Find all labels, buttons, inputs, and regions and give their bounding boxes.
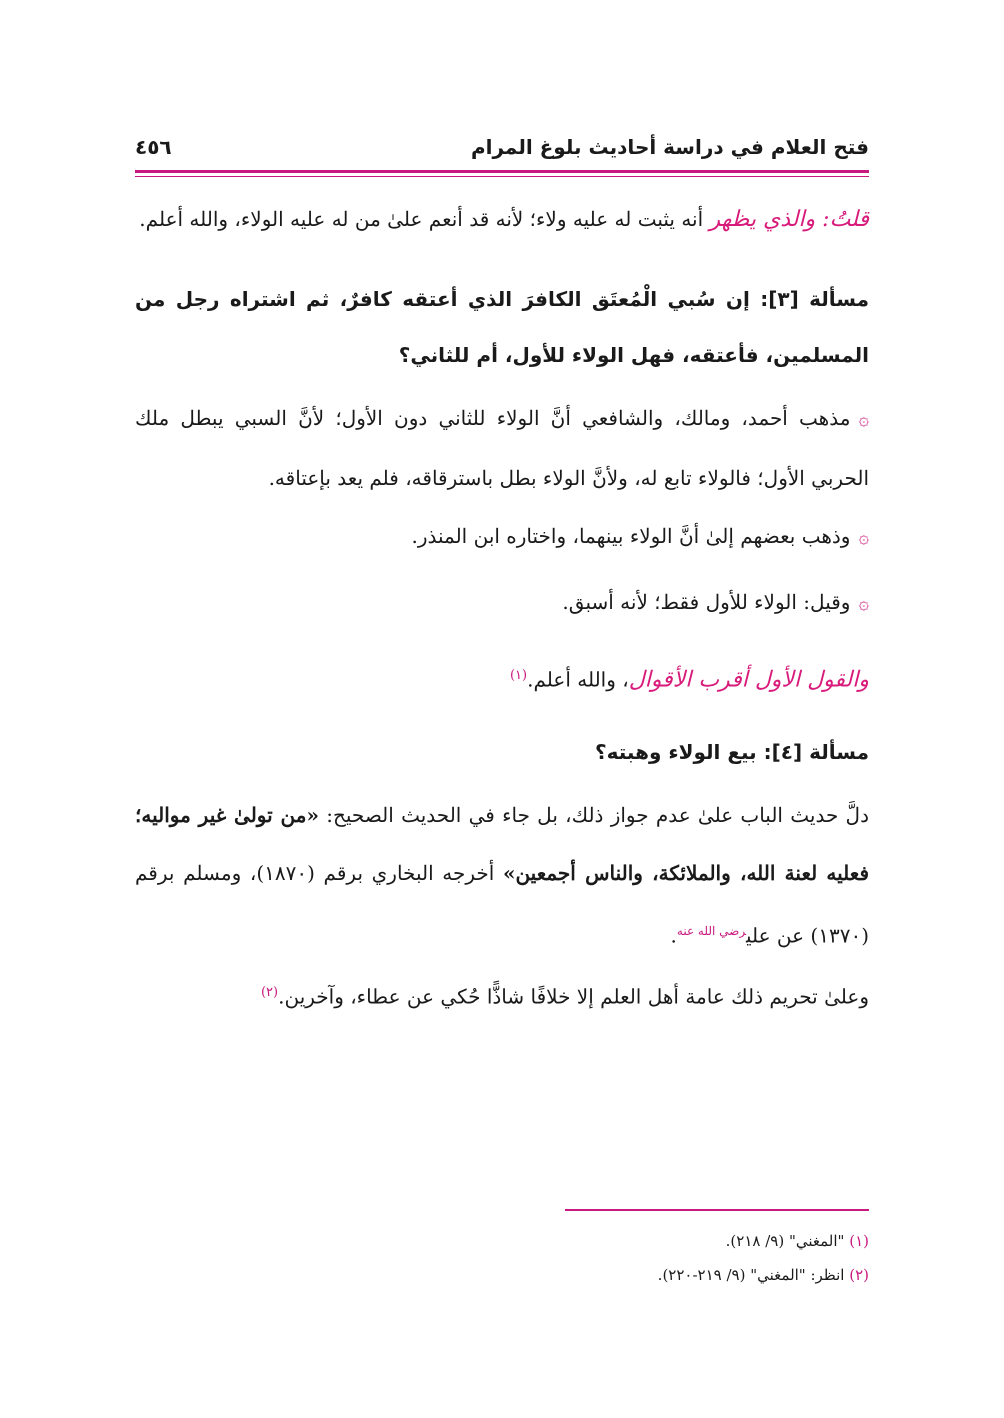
bullet-item-2 [135, 507, 869, 567]
question-3 [135, 271, 869, 383]
footnote-2 [135, 1258, 869, 1292]
header-rule-thick [135, 170, 869, 173]
flower-bullet-icon: ۞ [858, 409, 869, 430]
bullet-3-text: وقيل: الولاء للأول فقط؛ لأنه أسبق. [562, 590, 851, 614]
bullet-1-text: مذهب أحمد، ومالك، والشافعي أنَّ الولاء للثاني دون الأول؛ لأنَّ السبي يبطل ملك الحربي الأول؛ فالولاء تابع له، ولأنَّ الولاء بطل باسترقاقه، فلم يعد بإعتاقه. [135, 406, 869, 490]
consensus-text: وعلىٰ تحريم ذلك عامة أهل العلم إلا خلافًا شاذًّا حُكي عن عطاء، وآخرين. [278, 984, 869, 1009]
hadith-quote: «من تولىٰ غير مواليه؛ فعليه لعنة الله، والملائكة، والناس أجمعين» [135, 802, 870, 885]
opinion-lead: قلتُ: والذي يظهر [709, 207, 869, 232]
bullet-2-text: وذهب بعضهم إلىٰ أنَّ الولاء بينهما، واختاره ابن المنذر. [411, 524, 851, 548]
honorific-ligature: رضي الله عنه [676, 923, 746, 938]
footnote-1 [135, 1224, 869, 1258]
footnotes [135, 1224, 869, 1292]
footnote-1-number: (١) [849, 1232, 869, 1250]
paragraph-consensus [135, 964, 869, 1026]
question-4-label: مسألة [٤]: [763, 739, 869, 764]
paragraph-hadith [135, 786, 869, 965]
opinion-text: أنه يثبت له عليه ولاء؛ لأنه قد أنعم علىٰ من له عليه الولاء، والله أعلم. [139, 207, 710, 231]
conclusion [135, 647, 869, 710]
conclusion-lead: والقول الأول أقرب الأقوال [628, 667, 869, 693]
flower-bullet-icon: ۞ [858, 527, 869, 548]
footnote-separator [565, 1209, 869, 1211]
running-header [135, 128, 869, 166]
main-text [135, 190, 869, 1026]
page-number: ٤٥٦ [135, 135, 172, 159]
hadith-intro: دلَّ حديث الباب علىٰ عدم جواز ذلك، بل جاء في الحديث الصحيح: [319, 802, 869, 827]
book-title: فتح العلام في دراسة أحاديث بلوغ المرام [470, 135, 869, 159]
flower-bullet-icon: ۞ [858, 593, 869, 614]
question-3-text: إن سُبي الْمُعتَق الكافرَ الذي أعتقه كافرٌ، ثم اشتراه رجل من المسلمين، فأعتقه، فهل الولاء للأول، أم للثاني؟ [135, 287, 869, 367]
hadith-source: أخرجه البخاري برقم (١٨٧٠)، ومسلم برقم (١٣٧٠) عن علي [135, 860, 869, 948]
footnote-ref-1: (١) [509, 668, 528, 683]
conclusion-text: ، والله أعلم. [527, 667, 629, 692]
footnote-2-text: انظر: "المغني" (٩/ ٢١٩-٢٢٠). [657, 1266, 850, 1284]
bullet-item-1 [135, 389, 869, 507]
paragraph-opinion [135, 190, 869, 249]
footnote-ref-2: (٢) [260, 985, 279, 1001]
footnote-1-text: "المغني" (٩/ ٢١٨). [725, 1232, 850, 1250]
hadith-end: . [670, 923, 677, 948]
question-4 [135, 724, 869, 780]
question-3-label: مسألة [٣]: [760, 287, 869, 311]
header-rule-thin [135, 176, 869, 177]
footnote-2-number: (٢) [849, 1266, 869, 1284]
bullet-item-3 [135, 573, 869, 633]
question-4-text: بيع الولاء وهبته؟ [595, 739, 764, 764]
